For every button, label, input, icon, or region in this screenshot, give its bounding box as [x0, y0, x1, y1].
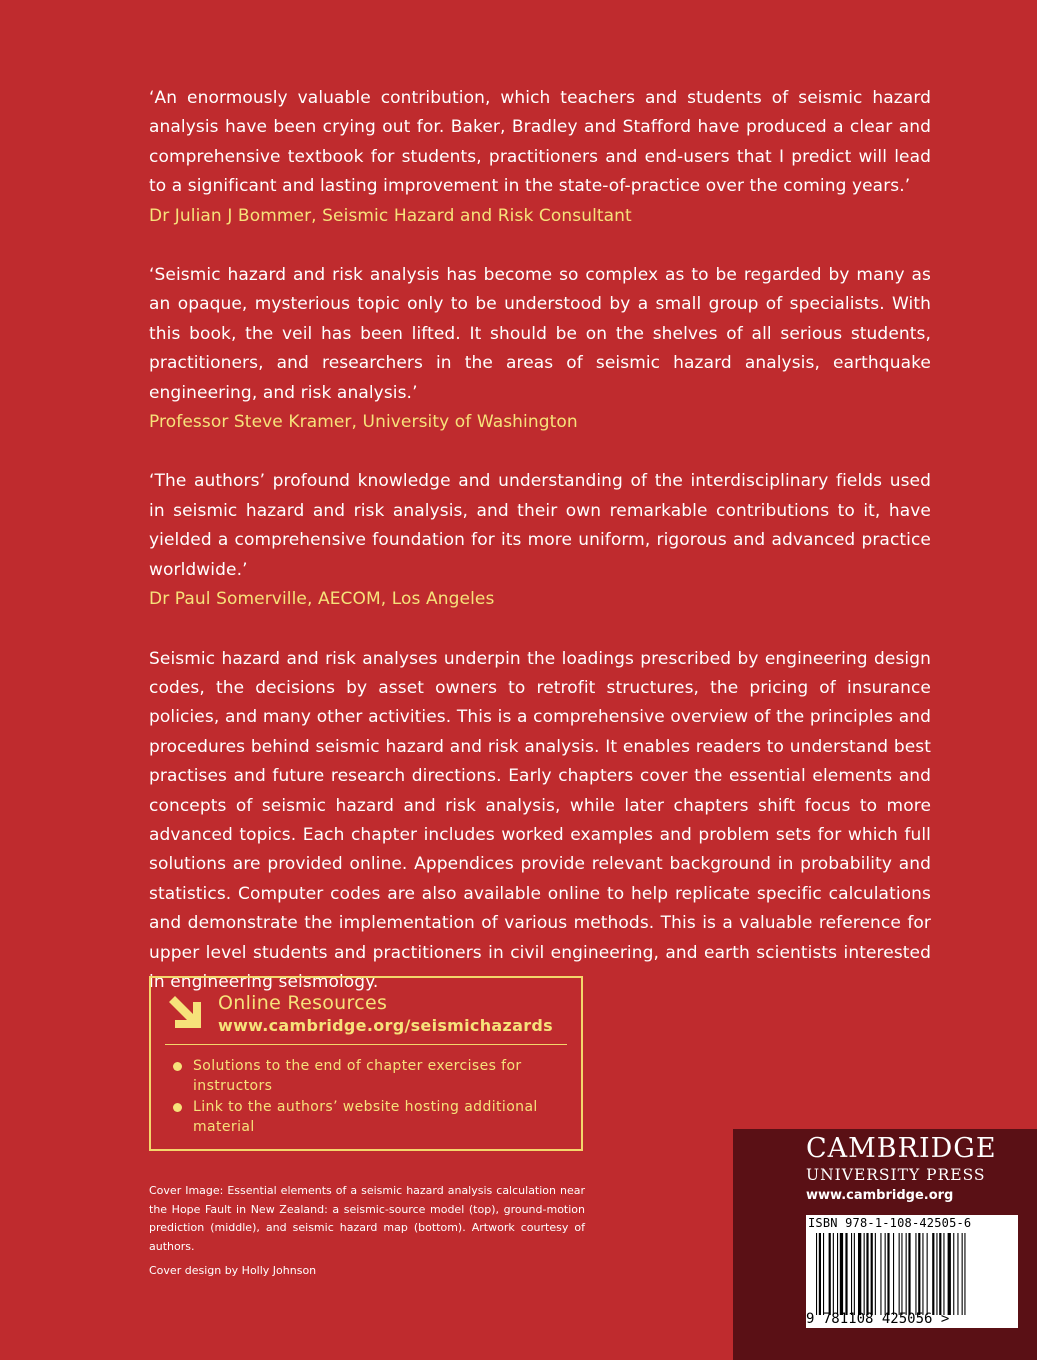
publisher-logo-press: UNIVERSITY PRESS [806, 1166, 986, 1184]
barcode-bar [953, 1233, 954, 1315]
divider [165, 1044, 567, 1045]
quote-text: ‘An enormously valuable contribution, which teachers and students of seismic hazard analysis have been crying out for. Baker, Bradley and Stafford have produced a clear and comprehensive textbook for students, practitioners and end-users that I predict will lead to a significant and lasting improvement in the state-of-practice over the coming years.’ [149, 88, 931, 197]
quote-2 [149, 261, 931, 437]
quote-text: ‘Seismic hazard and risk analysis has become so complex as to be regarded by many as an opaque, mysterious topic only to be understood by a small group of specialists. With this book, the veil has been lifted. It should be on the shelves of all serious students, practitioners, and researchers in the areas of seismic hazard analysis, earthquake engineering, and risk analysis.’ [149, 265, 931, 403]
isbn-label: ISBN 978-1-108-42505-6 [808, 1216, 972, 1230]
barcode-bar [899, 1233, 900, 1315]
online-resources-box [149, 976, 583, 1151]
barcode-bar [866, 1233, 868, 1315]
barcode-bar [880, 1233, 881, 1315]
quote-attribution: Dr Julian J Bommer, Seismic Hazard and Risk Consultant [149, 205, 632, 226]
resources-list [173, 1056, 553, 1138]
bullet-icon [173, 1062, 182, 1071]
barcode-bar [906, 1233, 907, 1315]
quote-attribution: Dr Paul Somerville, AECOM, Los Angeles [149, 589, 495, 610]
barcode-bar [962, 1233, 963, 1315]
barcode-bar [901, 1233, 902, 1315]
cover-design-credit: Cover design by Holly Johnson [149, 1264, 317, 1277]
barcode-bar [964, 1233, 965, 1315]
barcode-bar [957, 1233, 958, 1315]
quote-1 [149, 84, 931, 231]
barcode-bar [816, 1233, 817, 1315]
barcode-bar [887, 1233, 889, 1315]
barcode-bar [851, 1233, 852, 1315]
barcode-bar [823, 1233, 824, 1315]
barcode-bar [915, 1233, 916, 1315]
barcode-bar [845, 1233, 847, 1315]
barcode-bar [819, 1233, 821, 1315]
arrow-down-right-icon [165, 992, 205, 1032]
list-item [173, 1097, 553, 1137]
book-description: Seismic hazard and risk analyses underpin the loadings prescribed by engineering design codes, the decisions by asset owners to retrofit structures, the pricing of insurance policies, and many other activities. This is a comprehensive overview of the principles and procedures behind seismic hazard and risk analysis. It enables readers to understand best practises and future research directions. Early chapters cover the essential elements and concepts of seismic hazard and risk analysis, while later chapters shift focus to more advanced topics. Each chapter includes worked examples and problem sets for which full solutions are provided online. Appendices provide relevant background in probability and statistics. Computer codes are also available online to help replicate specific calculations and demonstrate the implementation of various methods. This is a valuable reference for upper level students and practitioners in civil engineering, and earth scientists interested in engineering seismology. [149, 648, 931, 992]
resources-url-link[interactable]: www.cambridge.org/seismichazards [218, 1016, 553, 1035]
list-item-text: Link to the authors’ website hosting additional material [193, 1099, 538, 1135]
barcode-bar [893, 1233, 894, 1315]
barcode-bar [943, 1233, 944, 1315]
resources-title: Online Resources [218, 992, 388, 1014]
main-text [149, 84, 931, 997]
barcode-bar [864, 1233, 865, 1315]
barcode-bar [948, 1233, 951, 1315]
barcode-bar [871, 1233, 873, 1315]
quote-text: ‘The authors’ profound knowledge and understanding of the interdisciplinary fields used in seismic hazard and risk analysis, and their own remarkable contributions to it, have yielded a comprehensive foundation for its more uniform, rigorous and advanced practice worldwide.’ [149, 471, 931, 580]
barcode-bar [927, 1233, 928, 1315]
bullet-icon [173, 1103, 182, 1112]
barcode-bar [840, 1233, 843, 1315]
barcode-bar [932, 1233, 934, 1315]
barcode-bar [854, 1233, 855, 1315]
publisher-logo-name: CAMBRIDGE [806, 1133, 997, 1164]
barcode-icon [808, 1233, 1014, 1315]
barcode-bar [829, 1233, 831, 1315]
barcode-bar [858, 1233, 861, 1315]
quote-attribution: Professor Steve Kramer, University of Washington [149, 412, 578, 433]
barcode-bar [837, 1233, 838, 1315]
list-item [173, 1056, 553, 1096]
barcode-bar [922, 1233, 923, 1315]
barcode-bar [939, 1233, 941, 1315]
barcode-bar [885, 1233, 886, 1315]
barcode-bar [936, 1233, 937, 1315]
publisher-url: www.cambridge.org [806, 1188, 954, 1203]
cover-image-credit: Cover Image: Essential elements of a seismic hazard analysis calculation near the Hope Fault in New Zealand: a seismic-source model (top), ground-motion prediction (middle), and seismic hazard map (bottom). Artwork courtesy of authors. [149, 1184, 585, 1253]
isbn-barcode-panel [806, 1215, 1018, 1328]
barcode-digits: 9 781108 425056 > [806, 1311, 950, 1327]
list-item-text: Solutions to the end of chapter exercises for instructors [193, 1058, 522, 1094]
barcode-bar [908, 1233, 910, 1315]
quote-3 [149, 467, 931, 614]
barcode-bar [875, 1233, 876, 1315]
barcode-bar [833, 1233, 834, 1315]
barcode-bar [918, 1233, 920, 1315]
